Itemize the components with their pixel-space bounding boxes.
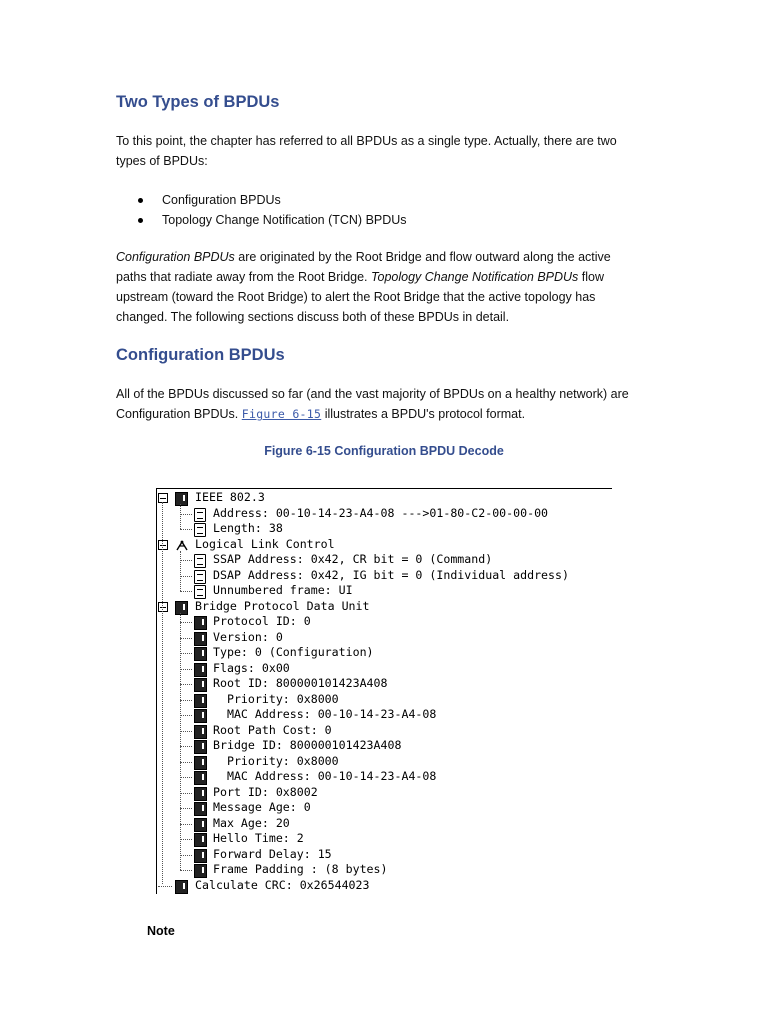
tree-row[interactable] bbox=[152, 862, 612, 878]
tree-row-label: Priority: 0x8000 bbox=[213, 753, 339, 768]
config-bpdu-paragraph: All of the BPDUs discussed so far (and the vast majority of BPDUs on a healthy network) are Configuration BPDUs. Figure 6-15 illustrates a BPDU's protocol format. bbox=[116, 387, 629, 421]
bullet-icon bbox=[138, 218, 143, 223]
tree-row-label: Bridge Protocol Data Unit bbox=[195, 598, 370, 613]
tree-connector bbox=[180, 551, 181, 592]
tree-row[interactable] bbox=[152, 738, 612, 754]
param-icon bbox=[194, 632, 207, 646]
tree-row-label: DSAP Address: 0x42, IG bit = 0 (Individual address) bbox=[213, 567, 569, 582]
tree-row-label: Logical Link Control bbox=[195, 536, 335, 551]
tree-row-label: Frame Padding : (8 bytes) bbox=[213, 862, 388, 876]
param-icon bbox=[194, 864, 207, 878]
tree-row[interactable] bbox=[152, 599, 612, 615]
tree-connector bbox=[158, 886, 172, 887]
field-icon bbox=[194, 523, 206, 537]
tree-connector bbox=[180, 560, 192, 561]
tree-row[interactable] bbox=[152, 800, 612, 816]
param-icon bbox=[194, 818, 207, 832]
field-icon bbox=[194, 570, 206, 584]
tree-connector bbox=[180, 638, 192, 639]
tree-row[interactable] bbox=[152, 490, 612, 506]
tree-row[interactable] bbox=[152, 785, 612, 801]
bpdu-decode-figure bbox=[152, 488, 612, 896]
tree-connector bbox=[180, 731, 192, 732]
description-paragraph: Configuration BPDUs are originated by the Root Bridge and flow outward along the active paths that radiate away from the Root Bridge. Topology Change Notification BPDUs flow upstream (toward the Root Bridge) to alert the Root Bridge that the active topology has changed. The following sections discuss both of these BPDUs in detail. bbox=[116, 250, 611, 324]
tree-row-label: Unnumbered frame: UI bbox=[213, 583, 353, 597]
frame-icon bbox=[175, 880, 188, 894]
tree-row[interactable] bbox=[152, 816, 612, 832]
figure-caption: Figure 6-15 Configuration BPDU Decode bbox=[264, 444, 504, 458]
tree-connector bbox=[180, 839, 192, 840]
tree-connector bbox=[180, 870, 192, 871]
llc-icon bbox=[175, 539, 189, 551]
tree-connector bbox=[180, 746, 192, 747]
tree-row[interactable] bbox=[152, 754, 612, 770]
param-icon bbox=[194, 678, 207, 692]
tree-row[interactable] bbox=[152, 521, 612, 537]
param-icon bbox=[194, 725, 207, 739]
section-heading: Two Types of BPDUs bbox=[116, 93, 280, 111]
tree-row-label: MAC Address: 00-10-14-23-A4-08 bbox=[213, 707, 437, 721]
tree-row[interactable] bbox=[152, 645, 612, 661]
param-icon bbox=[194, 756, 207, 770]
param-icon bbox=[194, 740, 207, 754]
tree-row[interactable] bbox=[152, 723, 612, 739]
tree-row-label: Root Path Cost: 0 bbox=[213, 722, 332, 737]
tree-connector bbox=[180, 777, 192, 778]
tree-row-label: Length: 38 bbox=[213, 521, 283, 535]
tree-row[interactable] bbox=[152, 676, 612, 692]
param-icon bbox=[194, 616, 207, 630]
tree-row-label: Calculate CRC: 0x26544023 bbox=[195, 877, 370, 892]
tree-row-label: IEEE 802.3 bbox=[195, 490, 265, 504]
tree-row-label: Protocol ID: 0 bbox=[213, 614, 311, 628]
param-icon bbox=[194, 833, 207, 847]
tree-row[interactable] bbox=[152, 537, 612, 553]
tree-connector bbox=[180, 684, 192, 685]
tree-row-label: Type: 0 (Configuration) bbox=[213, 645, 374, 659]
param-icon bbox=[194, 709, 207, 723]
tree-connector bbox=[180, 514, 192, 515]
intro-line-2: types of BPDUs: bbox=[116, 154, 208, 168]
bpdu-icon bbox=[175, 601, 188, 615]
subsection-heading: Configuration BPDUs bbox=[116, 346, 285, 364]
param-icon bbox=[194, 694, 207, 708]
tree-row[interactable] bbox=[152, 583, 612, 599]
tree-connector bbox=[180, 529, 192, 530]
tree-connector bbox=[180, 613, 181, 871]
param-icon bbox=[194, 849, 207, 863]
tree-row[interactable] bbox=[152, 630, 612, 646]
figure-link[interactable]: Figure 6-15 bbox=[241, 407, 322, 421]
param-icon bbox=[194, 647, 207, 661]
tree-row[interactable] bbox=[152, 769, 612, 785]
param-icon bbox=[194, 787, 207, 801]
tree-row-label: MAC Address: 00-10-14-23-A4-08 bbox=[213, 769, 437, 783]
bpdu-type-list bbox=[116, 190, 407, 230]
tree-row[interactable] bbox=[152, 506, 612, 522]
note-label: Note bbox=[147, 924, 175, 938]
tree-connector bbox=[180, 576, 192, 577]
tree-connector bbox=[180, 793, 192, 794]
param-icon bbox=[194, 771, 207, 785]
tree-connector bbox=[180, 622, 192, 623]
tree-connector bbox=[180, 653, 192, 654]
tree-connector bbox=[180, 824, 192, 825]
tree-connector bbox=[180, 715, 192, 716]
tree-row[interactable] bbox=[152, 552, 612, 568]
tree-row[interactable] bbox=[152, 847, 612, 863]
tree-connector bbox=[180, 808, 192, 809]
tree-row-label: Root ID: 800000101423A408 bbox=[213, 676, 388, 690]
list-item: Topology Change Notification (TCN) BPDUs bbox=[116, 210, 407, 230]
field-icon bbox=[194, 554, 206, 568]
param-icon bbox=[194, 802, 207, 816]
tree-row-label: Hello Time: 2 bbox=[213, 831, 304, 845]
field-icon bbox=[194, 585, 206, 599]
collapse-icon[interactable] bbox=[158, 540, 168, 550]
tree-row-label: Priority: 0x8000 bbox=[213, 691, 339, 706]
tree-connector bbox=[180, 591, 192, 592]
bullet-icon bbox=[138, 198, 143, 203]
tree-row-label: SSAP Address: 0x42, CR bit = 0 (Command) bbox=[213, 552, 493, 566]
tree-connector bbox=[180, 855, 192, 856]
tree-connector bbox=[180, 669, 192, 670]
tree-row-label: Message Age: 0 bbox=[213, 800, 311, 814]
tree-connector bbox=[180, 700, 192, 701]
param-icon bbox=[194, 663, 207, 677]
field-icon bbox=[194, 508, 206, 522]
tree-row[interactable] bbox=[152, 707, 612, 723]
tree-row-label: Version: 0 bbox=[213, 629, 283, 644]
tree-connector bbox=[180, 504, 181, 529]
tree-row[interactable] bbox=[152, 661, 612, 677]
tree-row[interactable] bbox=[152, 568, 612, 584]
list-item: Configuration BPDUs bbox=[116, 190, 407, 210]
tree-row[interactable] bbox=[152, 614, 612, 630]
intro-line-1: To this point, the chapter has referred to all BPDUs as a single type. Actually, there are two bbox=[116, 134, 617, 148]
tree-row-label: Forward Delay: 15 bbox=[213, 846, 332, 861]
tree-row-label: Max Age: 20 bbox=[213, 815, 290, 830]
figure-border-top bbox=[156, 488, 612, 489]
tree-row[interactable] bbox=[152, 692, 612, 708]
tree-row-label: Bridge ID: 800000101423A408 bbox=[213, 738, 402, 752]
frame-icon bbox=[175, 492, 188, 506]
collapse-icon[interactable] bbox=[158, 493, 168, 503]
tree-row[interactable] bbox=[152, 878, 612, 894]
tree-row-label: Port ID: 0x8002 bbox=[213, 784, 318, 799]
intro-paragraph bbox=[116, 131, 656, 171]
tree-connector bbox=[162, 502, 163, 884]
tree-row-label: Flags: 0x00 bbox=[213, 660, 290, 675]
tree-row[interactable] bbox=[152, 831, 612, 847]
collapse-icon[interactable] bbox=[158, 602, 168, 612]
tree-row-label: Address: 00-10-14-23-A4-08 --->01-80-C2-00-00-00 bbox=[213, 505, 549, 520]
tree-connector bbox=[180, 762, 192, 763]
